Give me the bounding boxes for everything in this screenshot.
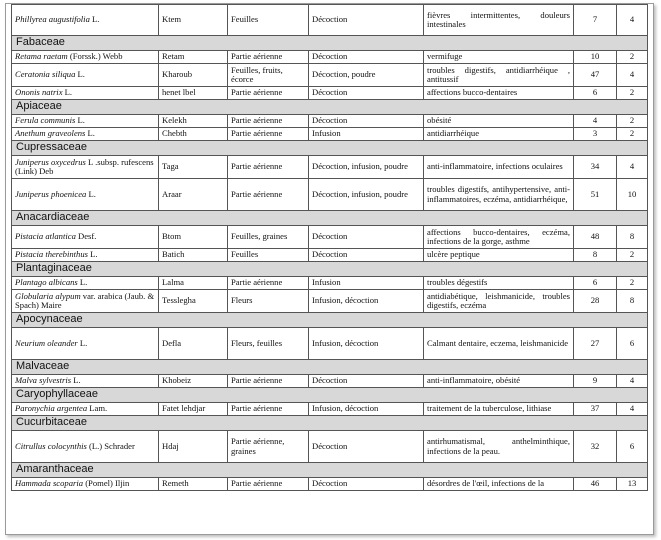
use-cell: obésité [424, 115, 574, 128]
species-author: L. [85, 128, 95, 139]
table-row [12, 478, 648, 491]
count-b-cell: 4 [617, 375, 648, 388]
count-b-cell: 4 [617, 5, 648, 36]
plant-part-cell: Fleurs [228, 290, 309, 313]
plant-part-cell: Partie aérienne [228, 277, 309, 290]
species-author: L. [89, 14, 100, 25]
plant-part-cell: Feuilles, graines [228, 226, 309, 249]
plant-part-cell: Partie aérienne [228, 375, 309, 388]
local-name-cell: Remeth [159, 478, 228, 491]
local-name-cell: Tesslegha [159, 290, 228, 313]
plant-part-cell: Partie aérienne [228, 179, 309, 211]
preparation-cell: Décoction [309, 226, 424, 249]
preparation-cell: Décoction, infusion, poudre [309, 179, 424, 211]
species-cell [12, 51, 159, 64]
family-row [12, 211, 648, 226]
count-a-cell: 4 [574, 115, 617, 128]
local-name-cell: Btom [159, 226, 228, 249]
species-author: (Pomel) Iljin [83, 478, 130, 489]
use-cell: affections bucco-dentaires, eczéma, infections de la gorge, asthme [424, 226, 574, 249]
species-cell [12, 115, 159, 128]
count-a-cell: 37 [574, 403, 617, 416]
count-a-cell: 8 [574, 249, 617, 262]
species-author: (Forssk.) Webb [67, 51, 123, 62]
family-row [12, 360, 648, 375]
local-name-cell: Hdaj [159, 431, 228, 463]
preparation-cell: Décoction, poudre [309, 64, 424, 87]
family-row [12, 463, 648, 478]
count-a-cell: 28 [574, 290, 617, 313]
local-name-cell: henet lbel [159, 87, 228, 100]
species-cell [12, 478, 159, 491]
species-author: (L.) Schrader [86, 440, 135, 451]
use-cell: troubles dégestifs [424, 277, 574, 290]
count-a-cell: 3 [574, 128, 617, 141]
count-b-cell: 6 [617, 431, 648, 463]
family-row [12, 141, 648, 156]
table-row [12, 328, 648, 360]
use-cell: anti-inflammatoire, obésité [424, 375, 574, 388]
plant-part-cell: Partie aérienne [228, 156, 309, 179]
family-label: Fabaceae [12, 36, 648, 51]
count-a-cell: 32 [574, 431, 617, 463]
count-b-cell: 2 [617, 51, 648, 64]
use-cell: ulcère peptique [424, 249, 574, 262]
count-b-cell: 8 [617, 226, 648, 249]
plant-part-cell: Partie aérienne, graines [228, 431, 309, 463]
species-cell [12, 179, 159, 211]
species-name: Pistacia atlantica [15, 231, 76, 242]
species-cell [12, 328, 159, 360]
plant-part-cell: Partie aérienne [228, 128, 309, 141]
count-a-cell: 34 [574, 156, 617, 179]
species-name: Hammada scoparia [15, 478, 84, 489]
count-a-cell: 47 [574, 64, 617, 87]
family-row [12, 36, 648, 51]
family-label: Plantaginaceae [12, 262, 648, 277]
family-label: Malvaceae [12, 360, 648, 375]
species-name: Pistacia therebinthus [15, 249, 88, 260]
species-author: L. [62, 87, 73, 98]
preparation-cell: Décoction [309, 249, 424, 262]
local-name-cell: Khobeiz [159, 375, 228, 388]
species-name: Juniperus oxycedrus [15, 156, 86, 167]
local-name-cell: Kelekh [159, 115, 228, 128]
species-cell [12, 5, 159, 36]
species-cell [12, 87, 159, 100]
plant-part-cell: Partie aérienne [228, 115, 309, 128]
use-cell: fièvres intermittentes, douleurs intestinales [424, 5, 574, 36]
use-cell: antidiarrhéique [424, 128, 574, 141]
count-b-cell: 4 [617, 403, 648, 416]
local-name-cell: Fatet lehdjar [159, 403, 228, 416]
species-cell [12, 249, 159, 262]
count-a-cell: 6 [574, 87, 617, 100]
species-author: Lam. [87, 403, 108, 414]
preparation-cell: Infusion, décoction [309, 403, 424, 416]
species-cell [12, 156, 159, 179]
preparation-cell: Décoction [309, 431, 424, 463]
preparation-cell: Décoction, infusion, poudre [309, 156, 424, 179]
count-b-cell: 6 [617, 328, 648, 360]
plant-part-cell: Partie aérienne [228, 403, 309, 416]
table-row [12, 179, 648, 211]
count-b-cell: 4 [617, 64, 648, 87]
species-author: Desf. [75, 231, 97, 242]
table-row [12, 64, 648, 87]
local-name-cell: Taga [159, 156, 228, 179]
local-name-cell: Batich [159, 249, 228, 262]
family-label: Apocynaceae [12, 313, 648, 328]
table-row [12, 290, 648, 313]
family-row [12, 313, 648, 328]
species-name: Globularia alypum [15, 290, 81, 301]
local-name-cell: Defla [159, 328, 228, 360]
table-row [12, 128, 648, 141]
family-label: Apiaceae [12, 100, 648, 115]
species-name: Ferula communis [15, 115, 76, 126]
table-body [12, 5, 648, 491]
species-cell [12, 128, 159, 141]
count-a-cell: 6 [574, 277, 617, 290]
species-name: Ceratonia siliqua [15, 69, 76, 80]
use-cell: troubles digestifs, antidiarrhéique , antitussif [424, 64, 574, 87]
count-b-cell: 2 [617, 87, 648, 100]
species-name: Malva sylvestris [15, 375, 72, 386]
local-name-cell: Retam [159, 51, 228, 64]
use-cell: antidiabétique, leishmanicide, troubles digestifs, eczéma [424, 290, 574, 313]
table-row [12, 115, 648, 128]
local-name-cell: Lalma [159, 277, 228, 290]
plant-part-cell: Partie aérienne [228, 51, 309, 64]
preparation-cell: Décoction [309, 478, 424, 491]
table-row [12, 226, 648, 249]
table-row [12, 156, 648, 179]
count-b-cell: 2 [617, 115, 648, 128]
preparation-cell: Infusion [309, 277, 424, 290]
use-cell: Calmant dentaire, eczema, leishmanicide [424, 328, 574, 360]
species-author: L .subsp. rufescens (Link) Deb [15, 156, 154, 176]
species-name: Plantago albicans [15, 277, 78, 288]
plant-part-cell: Partie aérienne [228, 478, 309, 491]
count-a-cell: 46 [574, 478, 617, 491]
preparation-cell: Décoction [309, 115, 424, 128]
species-cell [12, 375, 159, 388]
family-label: Amaranthaceae [12, 463, 648, 478]
local-name-cell: Araar [159, 179, 228, 211]
family-label: Cupressaceae [12, 141, 648, 156]
count-b-cell: 2 [617, 128, 648, 141]
count-b-cell: 2 [617, 277, 648, 290]
table-row [12, 431, 648, 463]
count-b-cell: 10 [617, 179, 648, 211]
species-author: L. [75, 69, 85, 80]
count-a-cell: 48 [574, 226, 617, 249]
species-name: Phillyrea augustifolia [15, 14, 90, 25]
species-author: var. arabica (Jaub. & Spach) Maire [15, 290, 155, 310]
family-row [12, 100, 648, 115]
use-cell: antirhumatismal, anthelminthique, infections de la peau. [424, 431, 574, 463]
species-name: Ononis natrix [15, 87, 63, 98]
species-cell [12, 403, 159, 416]
plant-part-cell: Partie aérienne [228, 87, 309, 100]
family-row [12, 416, 648, 431]
local-name-cell: Kharoub [159, 64, 228, 87]
table-row [12, 277, 648, 290]
species-name: Anethum graveolens [15, 128, 86, 139]
table-row [12, 5, 648, 36]
family-label: Anacardiaceae [12, 211, 648, 226]
preparation-cell: Infusion, décoction [309, 328, 424, 360]
count-b-cell: 13 [617, 478, 648, 491]
table-row [12, 51, 648, 64]
count-b-cell: 8 [617, 290, 648, 313]
preparation-cell: Infusion, décoction [309, 290, 424, 313]
local-name-cell: Chebth [159, 128, 228, 141]
use-cell: désordres de l'œil, infections de la [424, 478, 574, 491]
family-label: Caryophyllaceae [12, 388, 648, 403]
species-name: Neurium oleander [15, 337, 78, 348]
species-author: L. [75, 115, 85, 126]
preparation-cell: Décoction [309, 5, 424, 36]
species-author: L. [71, 375, 81, 386]
use-cell: affections bucco-dentaires [424, 87, 574, 100]
species-author: L. [87, 249, 98, 260]
family-row [12, 262, 648, 277]
ethnobotany-table [11, 4, 648, 491]
use-cell: troubles digestifs, antihypertensive, anti-inflammatoires, eczéma, antidiarrhéique, [424, 179, 574, 211]
species-cell [12, 226, 159, 249]
plant-part-cell: Feuilles, fruits, écorce [228, 64, 309, 87]
document-page [5, 3, 654, 535]
species-name: Paronychia argentea [15, 403, 88, 414]
count-a-cell: 51 [574, 179, 617, 211]
count-a-cell: 7 [574, 5, 617, 36]
preparation-cell: Infusion [309, 128, 424, 141]
family-row [12, 388, 648, 403]
use-cell: vermifuge [424, 51, 574, 64]
preparation-cell: Décoction [309, 375, 424, 388]
table-row [12, 375, 648, 388]
plant-part-cell: Feuilles [228, 5, 309, 36]
species-cell [12, 64, 159, 87]
species-author: L. [77, 277, 88, 288]
count-b-cell: 2 [617, 249, 648, 262]
table-row [12, 403, 648, 416]
count-b-cell: 4 [617, 156, 648, 179]
family-label: Cucurbitaceae [12, 416, 648, 431]
species-author: L. [77, 337, 88, 348]
use-cell: anti-inflammatoire, infections oculaires [424, 156, 574, 179]
use-cell: traitement de la tuberculose, lithiase [424, 403, 574, 416]
preparation-cell: Décoction [309, 51, 424, 64]
count-a-cell: 27 [574, 328, 617, 360]
count-a-cell: 9 [574, 375, 617, 388]
species-name: Juniperus phoenicea [15, 188, 87, 199]
species-name: Retama raetam [15, 51, 68, 62]
preparation-cell: Décoction [309, 87, 424, 100]
local-name-cell: Ktem [159, 5, 228, 36]
species-cell [12, 277, 159, 290]
plant-part-cell: Feuilles [228, 249, 309, 262]
table-row [12, 249, 648, 262]
species-cell [12, 431, 159, 463]
species-author: L. [86, 188, 96, 199]
species-cell [12, 290, 159, 313]
species-name: Citrullus colocynthis [15, 440, 87, 451]
plant-part-cell: Fleurs, feuilles [228, 328, 309, 360]
table-row [12, 87, 648, 100]
count-a-cell: 10 [574, 51, 617, 64]
